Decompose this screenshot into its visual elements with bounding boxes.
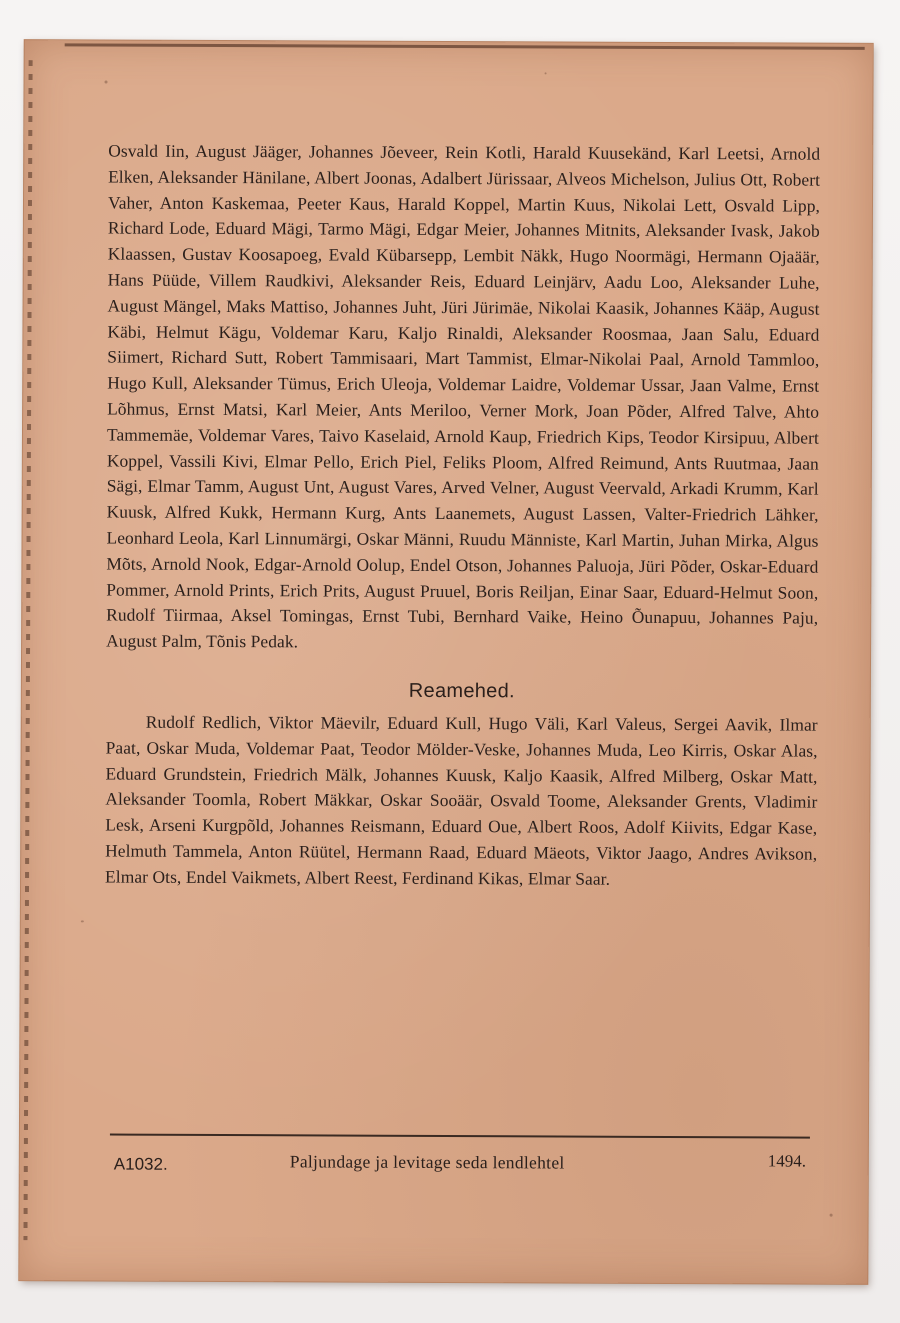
footer-code: A1032. xyxy=(113,1154,168,1174)
leaflet-body xyxy=(105,139,820,894)
footer-rule xyxy=(110,1134,810,1139)
footer-number: 1494. xyxy=(767,1151,807,1171)
paper-speck xyxy=(545,72,547,74)
paper-left-edge xyxy=(23,60,32,1240)
paper-top-edge xyxy=(65,43,865,49)
paper-speck xyxy=(830,1214,833,1217)
leaflet-sheet xyxy=(19,40,872,1284)
paper-speck xyxy=(105,81,108,84)
officers-name-list: Osvald Iin, August Jääger, Johannes Jõeveer, Rein Kotli, Harald Kuusekänd, Karl Leetsi, Arnold Elken, Aleksander Hänilane, Albert Joonas, Adalbert Jürissaar, Alveos Michelson, Julius Ott, Robert Vaher, Anton Kaskemaa, Peeter Kaus, Harald Koppel, Martin Kuus, Nikolai Lett, Osvald Lipp, Richard Lode, Eduard Mägi, Tarmo Mägi, Edgar Meier, Johannes Mitnits, Aleksander Ivask, Jakob Klaassen, Gustav Koosapoeg, Evald Kübarsepp, Lembit Näkk, Hugo Noormägi, Hermann Ojaäär, Hans Püüde, Villem Raudkivi, Aleksander Reis, Eduard Leinjärv, Aadu Loo, Aleksander Luhe, August Mängel, Maks Mattiso, Johannes Juht, Jüri Jürimäe, Nikolai Kaasik, Johannes Kääp, August Käbi, Helmut Kägu, Voldemar Karu, Kaljo Rinaldi, Aleksander Roosmaa, Jaan Salu, Eduard Siimert, Richard Sutt, Robert Tammisaari, Mart Tammist, Elmar-Nikolai Paal, Arnold Tammloo, Hugo Kull, Aleksander Tümus, Erich Uleoja, Voldemar Laidre, Voldemar Ussar, Jaan Valme, Ernst Lõhmus, Ernst Matsi, Karl Meier, Ants Meriloo, Verner Mork, Joan Põder, Alfred Talve, Ahto Tammemäe, Voldemar Vares, Taivo Kaselaid, Arnold Kaup, Friedrich Kips, Teodor Kirsipuu, Albert Koppel, Vassili Kivi, Elmar Pello, Erich Piel, Feliks Ploom, Alfred Reimund, Ants Ruutmaa, Jaan Sägi, Elmar Tamm, August Unt, August Vares, Arved Velner, August Veervald, Arkadi Krumm, Karl Kuusk, Alfred Kukk, Hermann Kurg, Ants Laanemets, August Lassen, Valter-Friedrich Lähker, Leonhard Leola, Karl Linnumärgi, Oskar Männi, Ruudu Männiste, Karl Martin, Juhan Mirka, Algus Mõts, Arnold Nook, Edgar-Arnold Oolup, Endel Otson, Johannes Paluoja, Jüri Põder, Oskar-Eduard Pommer, Arnold Prints, Erich Prits, August Pruuel, Boris Reiljan, Einar Saar, Eduard-Helmut Soon, Rudolf Tiirmaa, Aksel Tomingas, Ernst Tubi, Bernhard Vaike, Heino Õunapuu, Johannes Paju, August Palm, Tõnis Pedak. xyxy=(106,140,821,652)
paper-speck xyxy=(81,920,84,922)
footer-slogan: Paljundage ja levitage seda lendlehtel xyxy=(289,1151,565,1173)
privates-name-list: Rudolf Redlich, Viktor Mäevilr, Eduard Kull, Hugo Väli, Karl Valeus, Sergei Aavik, Ilmar Paat, Oskar Muda, Voldemar Paat, Teodor Mölder-Veske, Johannes Muda, Leo Kirris, Oskar Alas, Eduard Grundstein, Friedrich Mälk, Johannes Kuusk, Kaljo Kaasik, Alfred Milberg, Oskar Matt, Aleksander Toomla, Robert Mäkkar, Oskar Sooäär, Osvald Toome, Aleksander Grents, Vladimir Lesk, Arseni Kurgpõld, Johannes Reismann, Eduard Oue, Albert Roos, Adolf Kiivits, Edgar Kase, Helmuth Tammela, Anton Rüütel, Hermann Raad, Eduard Mäeots, Viktor Jaago, Andres Avikson, Elmar Ots, Endel Vaikmets, Albert Reest, Ferdinand Kikas, Elmar Saar. xyxy=(105,711,818,889)
section-heading-reamehed: Reamehed. xyxy=(408,679,515,703)
